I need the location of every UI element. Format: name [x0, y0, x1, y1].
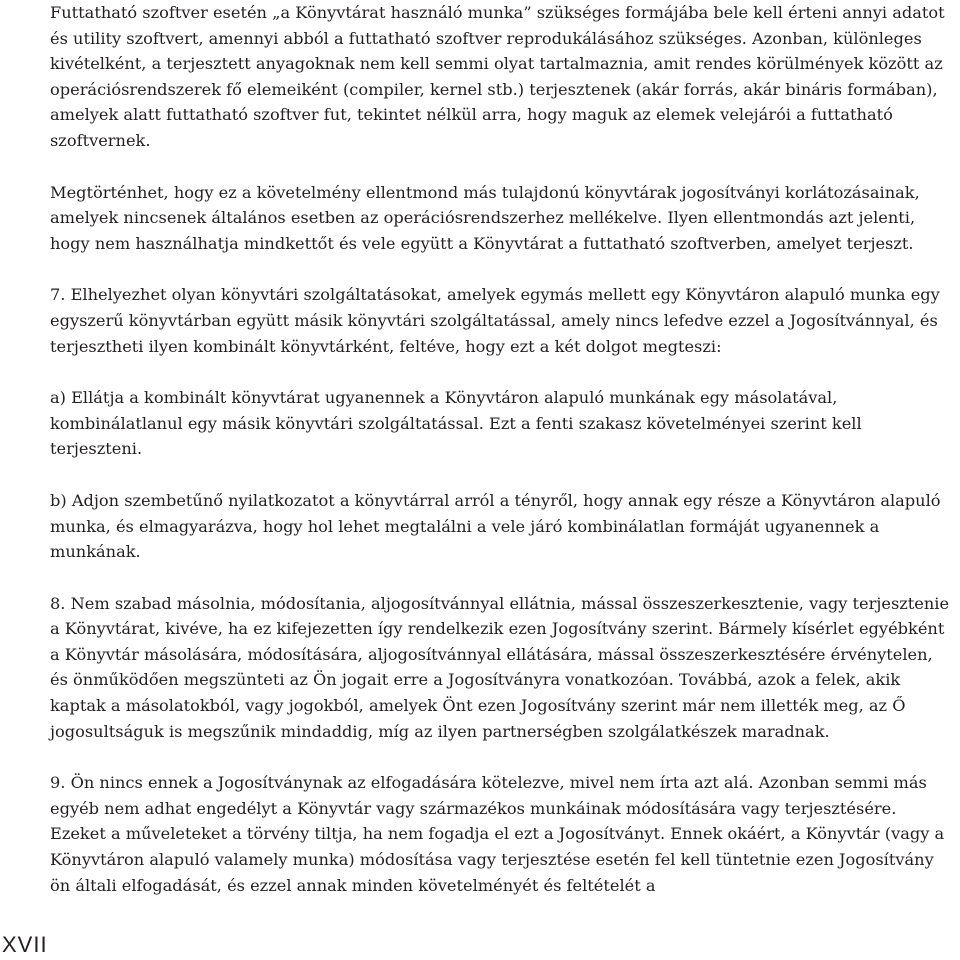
paragraph-section-8: 8. Nem szabad másolnia, módosítania, aljogosítvánnyal ellátnia, mással összeszerkesztenie, vagy terjesztenie a Könyvtárat, kivéve, ha ez kifejezetten így rendelkezik ezen Jogosítvány szerint. Bármely kísérlet egyébként a Könyvtár másolására, módosítására, aljogosítvánnyal ellátására, mással összeszerkesztésére érvénytelen, és önműködően megszünteti az Ön jogait erre a Jogosítványra vonatkozóan. Továbbá, azok a felek, akik kaptak a másolatokból, vagy jogokból, amelyek Önt ezen Jogosítvány szerint már nem illették meg, az Ő jogosultságuk is megszűnik mindaddig, míg az ilyen partnerségben szolgálatkészek maradnak. — [50, 593, 950, 741]
paragraph-section-7: 7. Elhelyezhet olyan könyvtári szolgáltatásokat, amelyek egymás mellett egy Könyvtáron alapuló munka egy egyszerű könyvtárban együtt másik könyvtári szolgáltatással, amely nincs lefedve ezzel a Jogosítvánnyal, és terjesztheti ilyen kombinált könyvtárként, feltéve, hogy ezt a két dolgot megteszi: — [50, 285, 940, 356]
paragraph-executable-software: Futtatható szoftver esetén „a Könyvtárat használó munka” szükséges formájába bele kell érteni annyi adatot és utility szoftvert, amennyi abból a futtatható szoftver reprodukálásához szükséges. Azonban, különleges kivételként, a terjesztett anyagoknak nem kell semmi olyat tartalmaznia, amit rendes körülmények között az operációsrendszerek fő elemeiként (compiler, kernel stb.) terjesztenek (akár forrás, akár bináris formában), amelyek alatt futtatható szoftver fut, tekintet nélkül arra, hogy maguk az elemek velejárói a futtatható szoftvernek. — [50, 3, 945, 150]
paragraph-license-conflict: Megtörténhet, hogy ez a követelmény ellentmond más tulajdonú könyvtárak jogosítványi korlátozásainak, amelyek nincsenek általános esetben az operációsrendszerhez mellékelve. Ilyen ellentmondás azt jelenti, hogy nem használhatja mindkettőt és vele együtt a Könyvtárat a futtatható szoftverben, amelyet terjeszt. — [50, 182, 920, 253]
paragraph-section-9: 9. Ön nincs ennek a Jogosítványnak az elfogadására kötelezve, mivel nem írta azt alá. Azonban semmi más egyéb nem adhat engedélyt a Könyvtár vagy származékos munkáinak módosítására vagy terjesztésére. Ezeket a műveleteket a törvény tiltja, ha nem fogadja el ezt a Jogosítványt. Ennek okáért, a Könyvtár (vagy a Könyvtáron alapuló valamely munka) módosítása vagy terjesztése esetén fel kell tüntetnie ezen Jogosítvány ön általi elfogadását, és ezzel annak minden követelményét és feltételét a — [50, 773, 945, 895]
paragraph-section-7b: b) Adjon szembetűnő nyilatkozatot a könyvtárral arról a tényről, hogy annak egy része a Könyvtáron alapuló munka, és elmagyarázva, hogy hol lehet megtalálni a vele járó kombinálatlan formáját ugyanennek a munkának. — [50, 490, 941, 562]
paragraph-section-7a: a) Ellátja a kombinált könyvtárat ugyanennek a Könyvtáron alapuló munkának egy másolatával, kombinálatlanul egy másik könyvtári szolgáltatással. Ezt a fenti szakasz követelményei szerint kell terjeszteni. — [50, 388, 862, 459]
page-number: XVII — [2, 932, 48, 957]
body-text — [50, 0, 955, 924]
